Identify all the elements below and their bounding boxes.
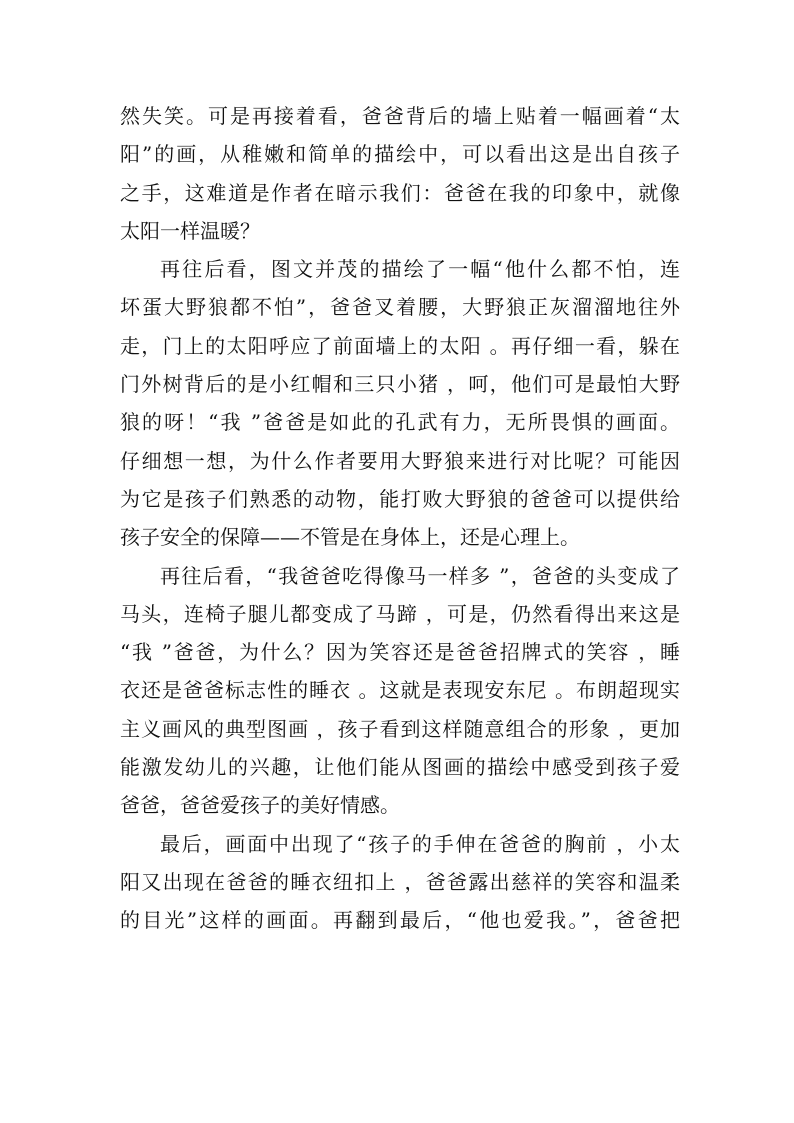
text-line: 的目光”这样的画面。再翻到最后，“他也爱我。”，爸爸把 xyxy=(120,908,680,933)
paragraph xyxy=(120,250,680,556)
text-line: 门外树背后的是小红帽和三只小猪 ，呵，他们可是最怕大野 xyxy=(120,372,680,397)
text-line: 衣还是爸爸标志性的睡衣 。这就是表现安东尼 。布朗超现实 xyxy=(120,678,680,703)
text-line: 走，门上的太阳呼应了前面墙上的太阳 。再仔细一看，躲在 xyxy=(120,333,680,358)
text-line: 狼的呀！“我 ”爸爸是如此的孔武有力，无所畏惧的画面。 xyxy=(120,410,680,435)
text-line: 能激发幼儿的兴趣，让他们能从图画的描绘中感受到孩子爱 xyxy=(120,755,680,780)
text-line: 再往后看，“我爸爸吃得像马一样多 ”，爸爸的头变成了 xyxy=(160,563,680,588)
text-line: 为它是孩子们熟悉的动物，能打败大野狼的爸爸可以提供给 xyxy=(120,486,680,511)
paragraph xyxy=(120,97,680,250)
paragraph xyxy=(120,825,680,940)
text-line: 仔细想一想，为什么作者要用大野狼来进行对比呢？可能因 xyxy=(120,448,680,473)
text-line: 再往后看，图文并茂的描绘了一幅“他什么都不怕，连 xyxy=(160,257,680,282)
text-line: 阳又出现在爸爸的睡衣纽扣上 ，爸爸露出慈祥的笑容和温柔 xyxy=(120,869,680,894)
paragraph xyxy=(120,557,680,825)
text-line: 最后，画面中出现了“孩子的手伸在爸爸的胸前 ，小太 xyxy=(160,831,680,856)
text-line: 孩子安全的保障——不管是在身体上，还是心理上。 xyxy=(120,525,580,550)
text-line: 阳”的画，从稚嫩和简单的描绘中，可以看出这是出自孩子 xyxy=(120,142,680,167)
text-line: 爸爸，爸爸爱孩子的美好情感。 xyxy=(120,793,400,818)
text-line: “我 ”爸爸，为什么？因为笑容还是爸爸招牌式的笑容 ，睡 xyxy=(120,640,680,665)
text-line: 太阳一样温暖？ xyxy=(120,218,260,243)
text-line: 之手，这难道是作者在暗示我们：爸爸在我的印象中，就像 xyxy=(120,180,680,205)
text-line: 坏蛋大野狼都不怕”，爸爸叉着腰，大野狼正灰溜溜地往外 xyxy=(120,295,680,320)
text-line: 主义画风的典型图画 ，孩子看到这样随意组合的形象 ，更加 xyxy=(120,716,680,741)
text-line: 然失笑。可是再接着看，爸爸背后的墙上贴着一幅画着“太 xyxy=(120,104,680,128)
text-line: 马头，连椅子腿儿都变成了马蹄 ，可是，仍然看得出来这是 xyxy=(120,601,680,626)
body-text xyxy=(120,97,680,940)
